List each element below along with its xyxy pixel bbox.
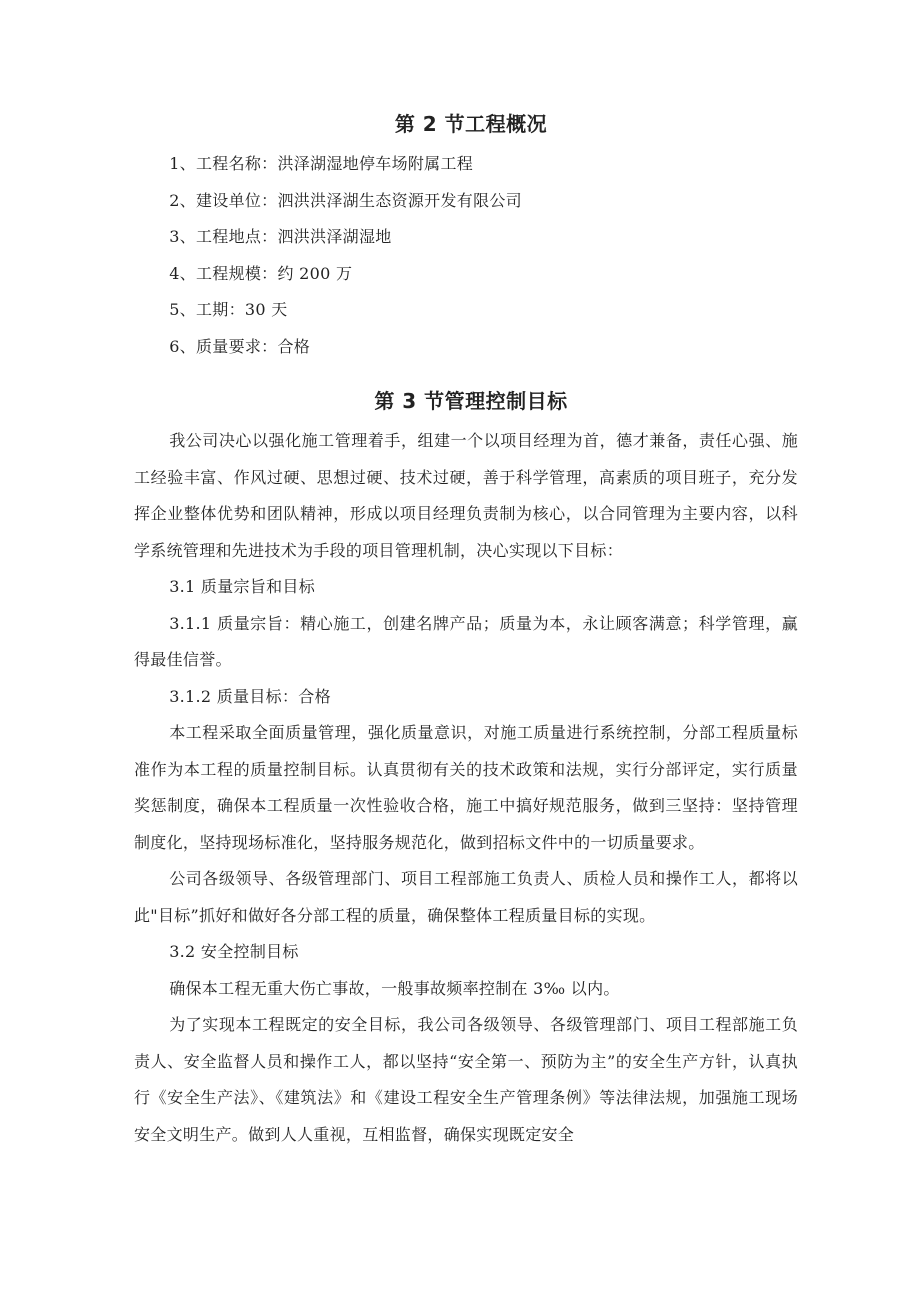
subsection-3-1-heading: 3.1 质量宗旨和目标 bbox=[169, 577, 316, 596]
project-location-item: 3、工程地点：泗洪洪泽湖湿地 bbox=[169, 227, 392, 246]
section-3-title: 第 3 节管理控制目标 bbox=[374, 389, 568, 413]
quality-tenet-paragraph: 3.1.1 质量宗旨：精心施工，创建名牌产品；质量为本，永让顾客满意；科学管理，赢得最佳信誉。 bbox=[134, 613, 798, 669]
safety-policy-paragraph: 为了实现本工程既定的安全目标，我公司各级领导、各级管理部门、项目工程部施工负责人、安全监督人员和操作工人，都以坚持“安全第一、预防为主”的安全生产方针，认真执行《安全生产法》、《建筑法》和《建设工程安全生产管理条例》等法律法规，加强施工现场安全文明生产。做到人人重视，互相监督，确保实现既定安全 bbox=[134, 1015, 798, 1144]
document-body bbox=[134, 102, 798, 1153]
duration-item: 5、工期：30 天 bbox=[169, 300, 288, 319]
section-2-title: 第 2 节工程概况 bbox=[394, 112, 548, 136]
quality-management-paragraph: 本工程采取全面质量管理，强化质量意识，对施工质量进行系统控制，分部工程质量标准作为本工程的质量控制目标。认真贯彻有关的技术政策和法规，实行分部评定，实行质量奖惩制度，确保本工程质量一次性验收合格，施工中搞好规范服务，做到三坚持：坚持管理制度化，坚持现场标准化，坚持服务规范化，做到招标文件中的一切质量要求。 bbox=[134, 723, 798, 852]
project-name-item: 1、工程名称：洪泽湖湿地停车场附属工程 bbox=[169, 154, 474, 173]
project-scale-item: 4、工程规模：约 200 万 bbox=[169, 263, 353, 283]
quality-requirement-item: 6、质量要求：合格 bbox=[169, 336, 311, 356]
intro-paragraph: 我公司决心以强化施工管理着手，组建一个以项目经理为首，德才兼备，责任心强、施工经验丰富、作风过硬、思想过硬、技术过硬，善于科学管理，高素质的项目班子，充分发挥企业整体优势和团队精神，形成以项目经理负责制为核心，以合同管理为主要内容，以科学系统管理和先进技术为手段的项目管理机制，决心实现以下目标： bbox=[134, 431, 798, 560]
construction-unit-item: 2、建设单位：泗洪洪泽湖生态资源开发有限公司 bbox=[169, 190, 522, 210]
accident-rate-paragraph: 确保本工程无重大伤亡事故，一般事故频率控制在 3‰ 以内。 bbox=[169, 978, 620, 998]
quality-goal-paragraph: 3.1.2 质量目标：合格 bbox=[169, 686, 331, 706]
staff-responsibility-paragraph: 公司各级领导、各级管理部门、项目工程部施工负责人、质检人员和操作工人，都将以此"目标”抓好和做好各分部工程的质量，确保整体工程质量目标的实现。 bbox=[134, 869, 798, 925]
subsection-3-2-heading: 3.2 安全控制目标 bbox=[169, 942, 299, 961]
